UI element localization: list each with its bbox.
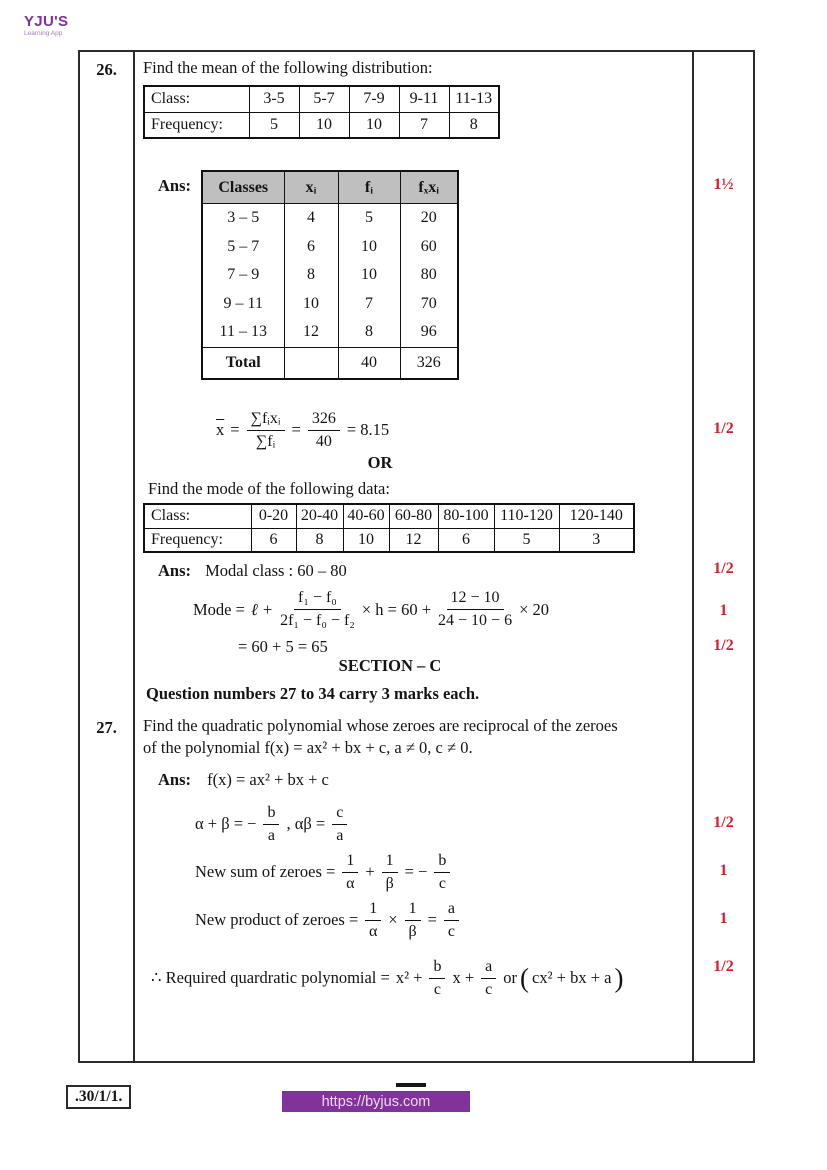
fraction: $\frac{12 - 10}{24 - 10 - 6}$ <box>438 589 513 629</box>
cell: 20 <box>400 204 458 233</box>
x-term: x + <box>452 968 475 987</box>
section-c-note: Question numbers 27 to 34 carry 3 marks each. <box>146 684 480 703</box>
fraction: $\frac{b}{a}$ <box>263 803 279 846</box>
mode-mid: × h = 60 + <box>361 599 432 619</box>
class-cell: 0-20 <box>251 504 296 528</box>
new-product-formula <box>192 896 463 944</box>
fraction: $\frac{326}{40}$ <box>308 409 340 452</box>
required-polynomial-formula <box>148 952 623 1004</box>
mode-tail: × 20 <box>519 599 549 619</box>
table-row <box>144 86 499 112</box>
cell: 70 <box>400 290 458 319</box>
logo-text: YJU'S <box>24 13 69 30</box>
table-row <box>202 318 458 347</box>
x-squared-term: x² + <box>395 968 423 987</box>
or-label: OR <box>367 453 393 472</box>
fraction: $\frac{1}{\alpha}$ <box>365 899 381 942</box>
frequency-cell: 7 <box>399 112 449 138</box>
header-fixi: fₓxᵢ <box>400 171 458 204</box>
class-cell: 20-40 <box>296 504 343 528</box>
byjus-url-bar[interactable] <box>282 1091 470 1112</box>
x-bar: $\overline{x}$ <box>216 420 225 439</box>
frequency-cell: 8 <box>449 112 499 138</box>
q27-ans-label: Ans: <box>158 770 192 789</box>
mark-value: 1½ <box>713 176 734 193</box>
mark-value: 1/2 <box>713 637 734 654</box>
q26-mode-table <box>143 503 635 553</box>
mark-value: 1/2 <box>713 560 734 577</box>
header-classes: Classes <box>202 171 284 204</box>
cell: 7 <box>338 290 400 319</box>
table-row <box>144 504 634 528</box>
fraction: $\frac{1}{\alpha}$ <box>342 851 358 894</box>
product-lead: , αβ = <box>286 814 326 833</box>
class-cell: 40-60 <box>343 504 389 528</box>
question-number-divider <box>133 52 135 1061</box>
mode-result: = 60 + 5 = 65 <box>238 637 328 656</box>
class-cell: 80-100 <box>438 504 494 528</box>
frequency-cell: 10 <box>299 112 349 138</box>
or-word: or <box>503 968 518 987</box>
mark-value: 1 <box>719 862 728 879</box>
fraction: $\frac{a}{c}$ <box>444 899 459 942</box>
frequency-cell: 5 <box>494 528 559 552</box>
table-row <box>202 204 458 233</box>
class-cell: 5-7 <box>299 86 349 112</box>
frequency-cell: 3 <box>559 528 634 552</box>
frequency-cell: 10 <box>349 112 399 138</box>
equals: = − <box>404 862 428 881</box>
question-27-line2: of the polynomial f(x) = ax² + bx + c, a ≠ 0, c ≠ 0. <box>143 738 473 757</box>
header-xi: xᵢ <box>284 171 338 204</box>
cell: 3 – 5 <box>202 204 284 233</box>
q26-solution-table <box>201 170 459 380</box>
frequency-row-label: Frequency: <box>144 112 249 138</box>
plus-operator: + <box>365 862 375 881</box>
table-header-row <box>202 171 458 204</box>
required-lead: ∴ Required quardratic polynomial = <box>151 968 390 987</box>
table-row <box>144 528 634 552</box>
byjus-logo <box>24 14 68 38</box>
q27-answer-line <box>158 770 329 790</box>
alt-polynomial: cx² + bx + a <box>532 968 612 987</box>
mark-value: 1/2 <box>713 814 734 831</box>
mean-formula <box>213 404 392 456</box>
q26-distribution-table <box>143 85 500 139</box>
frequency-cell: 6 <box>438 528 494 552</box>
frequency-cell: 6 <box>251 528 296 552</box>
mark-value: 1/2 <box>713 420 734 437</box>
class-cell: 60-80 <box>389 504 438 528</box>
close-paren: ) <box>614 962 624 993</box>
frequency-cell: 10 <box>343 528 389 552</box>
section-c-title: SECTION – C <box>338 656 442 675</box>
logo-tagline: Learning App <box>24 30 63 37</box>
times-operator: × <box>388 910 398 929</box>
cell: 5 <box>338 204 400 233</box>
ell-term: ℓ + <box>250 599 274 619</box>
new-sum-lead: New sum of zeroes = <box>195 862 336 881</box>
cell: 11 – 13 <box>202 318 284 347</box>
q26-or-question-text: Find the mode of the following data: <box>148 479 390 498</box>
cell: 96 <box>400 318 458 347</box>
mode-formula <box>190 582 552 637</box>
mode-ans-label: Ans: <box>158 561 192 580</box>
equals: = <box>230 420 240 439</box>
cell: 5 – 7 <box>202 233 284 262</box>
class-row-label: Class: <box>144 86 249 112</box>
cell: 80 <box>400 261 458 290</box>
new-product-lead: New product of zeroes = <box>195 910 359 929</box>
fraction: $\frac{\text{∑fᵢxᵢ}}{\text{∑fᵢ}}$ <box>247 409 285 452</box>
total-xi <box>284 347 338 379</box>
total-label: Total <box>202 347 284 379</box>
frequency-row-label: Frequency: <box>144 528 251 552</box>
class-cell: 9-11 <box>399 86 449 112</box>
cell: 10 <box>338 261 400 290</box>
open-paren: ( <box>520 962 530 993</box>
sum-lead: α + β = − <box>195 814 257 833</box>
byjus-url-text[interactable]: https://byjus.com <box>321 1093 431 1110</box>
cell: 8 <box>284 261 338 290</box>
total-fixi: 326 <box>400 347 458 379</box>
question-27-number: 27. <box>96 718 117 737</box>
fx-definition: f(x) = ax² + bx + c <box>207 770 329 789</box>
content-frame <box>78 50 755 1063</box>
mean-result: = 8.15 <box>346 420 390 439</box>
cell: 60 <box>400 233 458 262</box>
class-cell: 110-120 <box>494 504 559 528</box>
table-total-row <box>202 347 458 379</box>
class-cell: 7-9 <box>349 86 399 112</box>
class-cell: 11-13 <box>449 86 499 112</box>
cell: 8 <box>338 318 400 347</box>
table-row <box>202 290 458 319</box>
fraction: $\frac{1}{\beta}$ <box>405 899 421 942</box>
frequency-cell: 12 <box>389 528 438 552</box>
frequency-cell: 8 <box>296 528 343 552</box>
modal-class-text: Modal class : 60 – 80 <box>205 561 347 580</box>
class-cell: 120-140 <box>559 504 634 528</box>
fraction: $\frac{b}{c}$ <box>434 851 450 894</box>
mode-answer-line <box>158 561 347 581</box>
question-26-text: Find the mean of the following distribution: <box>143 58 433 77</box>
mark-value: 1 <box>719 910 728 927</box>
cell: 6 <box>284 233 338 262</box>
table-row <box>144 112 499 138</box>
mark-value: 1/2 <box>713 958 734 975</box>
frequency-cell: 5 <box>249 112 299 138</box>
cell: 10 <box>284 290 338 319</box>
cell: 4 <box>284 204 338 233</box>
fraction: $\frac{\text{f₁ − f₀}}{\text{2f₁ − f₀ − f₂}}$ <box>280 589 355 629</box>
fraction: $\frac{c}{a}$ <box>332 803 347 846</box>
cell: 7 – 9 <box>202 261 284 290</box>
class-cell: 3-5 <box>249 86 299 112</box>
header-fi: fᵢ <box>338 171 400 204</box>
class-row-label: Class: <box>144 504 251 528</box>
fraction: $\frac{b}{c}$ <box>429 957 445 1000</box>
new-sum-formula <box>192 848 454 896</box>
question-26-number: 26. <box>96 60 117 79</box>
fraction: $\frac{a}{c}$ <box>481 957 496 1000</box>
mark-value: 1 <box>719 602 728 619</box>
table-row <box>202 261 458 290</box>
fraction: $\frac{1}{\beta}$ <box>382 851 398 894</box>
q26-ans-label: Ans: <box>158 176 192 195</box>
equals: = <box>291 420 301 439</box>
table-row <box>202 233 458 262</box>
cell: 10 <box>338 233 400 262</box>
cell: 9 – 11 <box>202 290 284 319</box>
cell: 12 <box>284 318 338 347</box>
total-fi: 40 <box>338 347 400 379</box>
mode-lhs: Mode = <box>193 599 245 619</box>
question-27-line1: Find the quadratic polynomial whose zeroes are reciprocal of the zeroes <box>143 716 618 735</box>
sum-product-formula <box>192 800 351 848</box>
paper-code-box: .30/1/1. <box>66 1085 131 1109</box>
page-number-dash <box>396 1083 426 1087</box>
equals: = <box>427 910 437 929</box>
